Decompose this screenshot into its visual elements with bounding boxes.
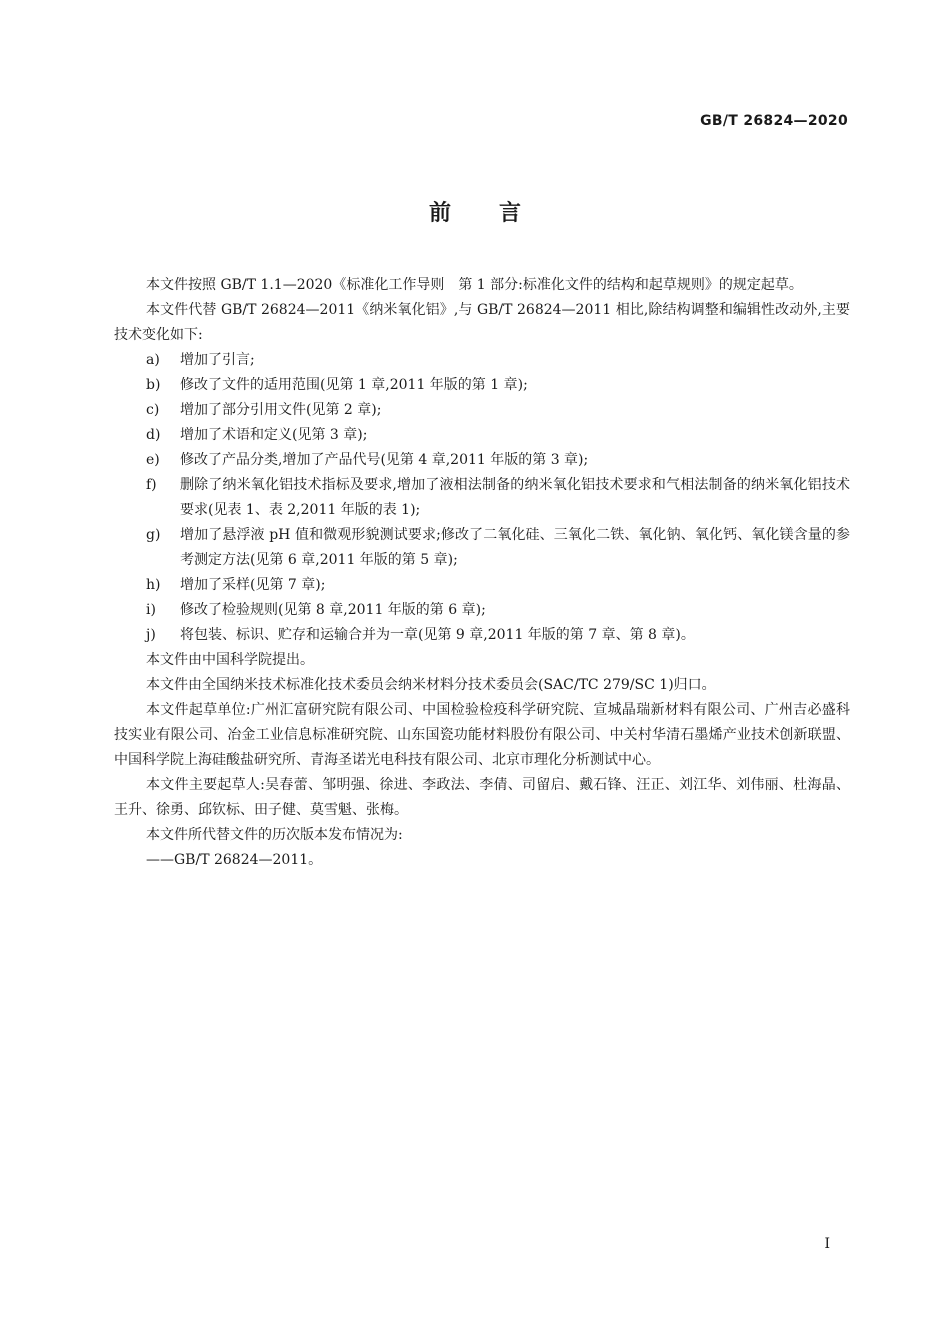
paragraph-drafting-basis: 本文件按照 GB/T 1.1—2020《标准化工作导则 第 1 部分:标准化文件的结构和起草规则》的规定起草。 xyxy=(146,277,803,293)
list-marker: d) xyxy=(146,427,161,443)
list-item xyxy=(114,398,850,423)
list-item-text: 删除了纳米氧化铝技术指标及要求,增加了液相法制备的纳米氧化铝技术要求和气相法制备的纳米氧化铝技术要求(见表 1、表 2,2011 年版的表 1); xyxy=(180,477,850,518)
standard-code: GB/T 26824—2020 xyxy=(700,113,848,129)
list-item-text: 增加了采样(见第 7 章); xyxy=(180,577,326,593)
list-marker: a) xyxy=(146,352,160,368)
list-item xyxy=(114,523,850,573)
list-item xyxy=(114,348,850,373)
list-item-text: 增加了引言; xyxy=(180,352,255,368)
page-number: Ⅰ xyxy=(824,1236,830,1252)
list-item xyxy=(114,623,850,648)
paragraph-drafting-units: 本文件起草单位:广州汇富研究院有限公司、中国检验检疫科学研究院、宣城晶瑞新材料有限公司、广州吉必盛科技实业有限公司、冶金工业信息标准研究院、山东国瓷功能材料股份有限公司、中关村华清石墨烯产业技术创新联盟、中国科学院上海硅酸盐研究所、青海圣诺光电科技有限公司、北京市理化分析测试中心。 xyxy=(114,702,850,768)
list-item-text: 增加了术语和定义(见第 3 章); xyxy=(180,427,368,443)
list-item xyxy=(114,598,850,623)
list-item xyxy=(114,473,850,523)
list-marker: c) xyxy=(146,402,160,418)
paragraph-history-intro: 本文件所代替文件的历次版本发布情况为: xyxy=(146,827,403,843)
list-marker: i) xyxy=(146,602,156,618)
document-body xyxy=(114,273,850,873)
list-item-text: 修改了文件的适用范围(见第 1 章,2011 年版的第 1 章); xyxy=(180,377,528,393)
changes-list xyxy=(114,348,850,648)
list-item-text: 修改了检验规则(见第 8 章,2011 年版的第 6 章); xyxy=(180,602,486,618)
list-marker: f) xyxy=(146,477,157,493)
list-item-text: 增加了部分引用文件(见第 2 章); xyxy=(180,402,382,418)
list-marker: j) xyxy=(146,627,156,643)
list-marker: e) xyxy=(146,452,160,468)
list-marker: h) xyxy=(146,577,161,593)
paragraph-drafters: 本文件主要起草人:吴春蕾、邹明强、徐进、李政法、李倩、司留启、戴石锋、汪正、刘江华、刘伟丽、杜海晶、王升、徐勇、邱钦标、田子健、莫雪魁、张梅。 xyxy=(114,777,850,818)
list-marker: b) xyxy=(146,377,161,393)
list-item-text: 增加了悬浮液 pH 值和微观形貌测试要求;修改了二氧化硅、三氧化二铁、氧化钠、氧化钙、氧化镁含量的参考测定方法(见第 6 章,2011 年版的第 5 章); xyxy=(180,527,850,568)
paragraph-replacement-note: 本文件代替 GB/T 26824—2011《纳米氧化铝》,与 GB/T 26824—2011 相比,除结构调整和编辑性改动外,主要技术变化如下: xyxy=(114,302,850,343)
list-item-text: 修改了产品分类,增加了产品代号(见第 4 章,2011 年版的第 3 章); xyxy=(180,452,589,468)
list-item-text: 将包装、标识、贮存和运输合并为一章(见第 9 章,2011 年版的第 7 章、第 8 章)。 xyxy=(180,627,695,643)
page-title: 前言 xyxy=(428,201,569,226)
list-item xyxy=(114,373,850,398)
history-item: ——GB/T 26824—2011。 xyxy=(146,852,323,868)
list-item xyxy=(114,423,850,448)
paragraph-committee: 本文件由全国纳米技术标准化技术委员会纳米材料分技术委员会(SAC/TC 279/SC 1)归口。 xyxy=(146,677,716,693)
list-item xyxy=(114,573,850,598)
paragraph-proposer: 本文件由中国科学院提出。 xyxy=(146,652,314,668)
list-marker: g) xyxy=(146,527,161,543)
list-item xyxy=(114,448,850,473)
